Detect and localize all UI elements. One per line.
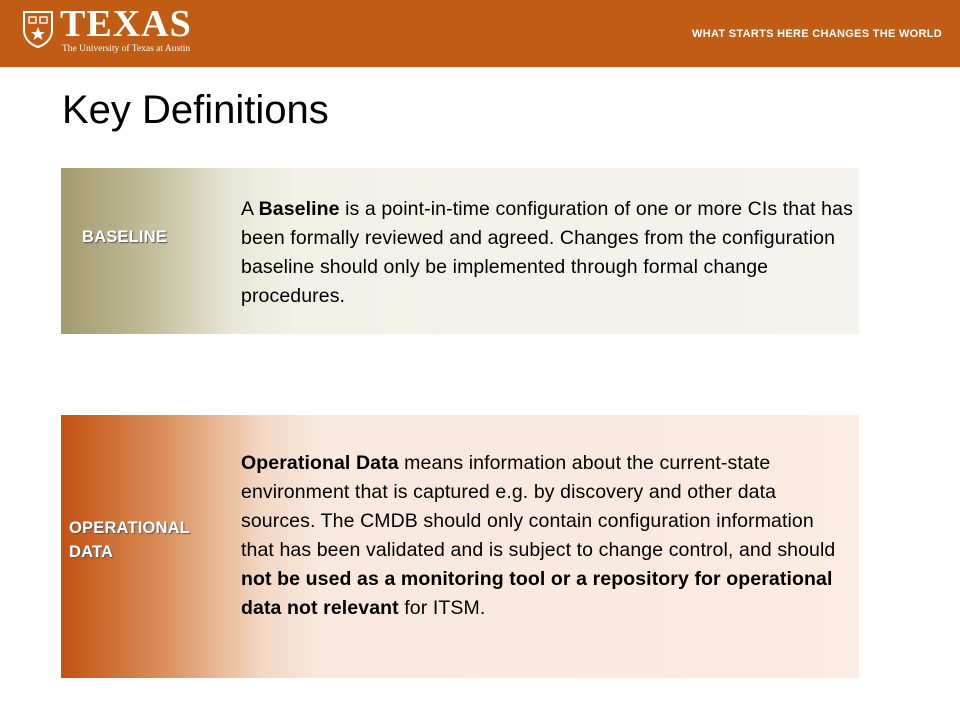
operational-data-emphasis: not be used as a monitoring tool or a repository for operational data not relevant xyxy=(241,568,833,619)
baseline-label: BASELINE xyxy=(82,228,168,246)
baseline-definition-text: A Baseline is a point-in-time configuration of one or more CIs that has been formally reviewed and agreed. Changes from the configuration baseline should only be implemented through formal change procedures. xyxy=(241,198,853,307)
baseline-term: Baseline xyxy=(258,198,340,220)
baseline-definition-card xyxy=(61,168,859,334)
operational-data-label: OPERATIONAL DATA xyxy=(69,519,191,561)
university-subtitle: The University of Texas at Austin xyxy=(62,44,191,54)
university-seal-icon xyxy=(22,10,54,48)
operational-data-definition-card xyxy=(61,415,859,678)
tagline: WHAT STARTS HERE CHANGES THE WORLD xyxy=(692,28,942,40)
slide-title: Key Definitions xyxy=(62,88,329,132)
header-banner xyxy=(0,0,960,67)
operational-data-definition-text: Operational Data means information about the current-state environment that is captured e.g. by discovery and other data sources. The CMDB should only contain configuration information that has been validated and is subject to change control, and should not be used as a monitoring tool or a repository for operational data not relevant for ITSM. xyxy=(241,452,836,619)
operational-data-term: Operational Data xyxy=(241,452,399,474)
wordmark: TEXAS xyxy=(60,3,192,45)
